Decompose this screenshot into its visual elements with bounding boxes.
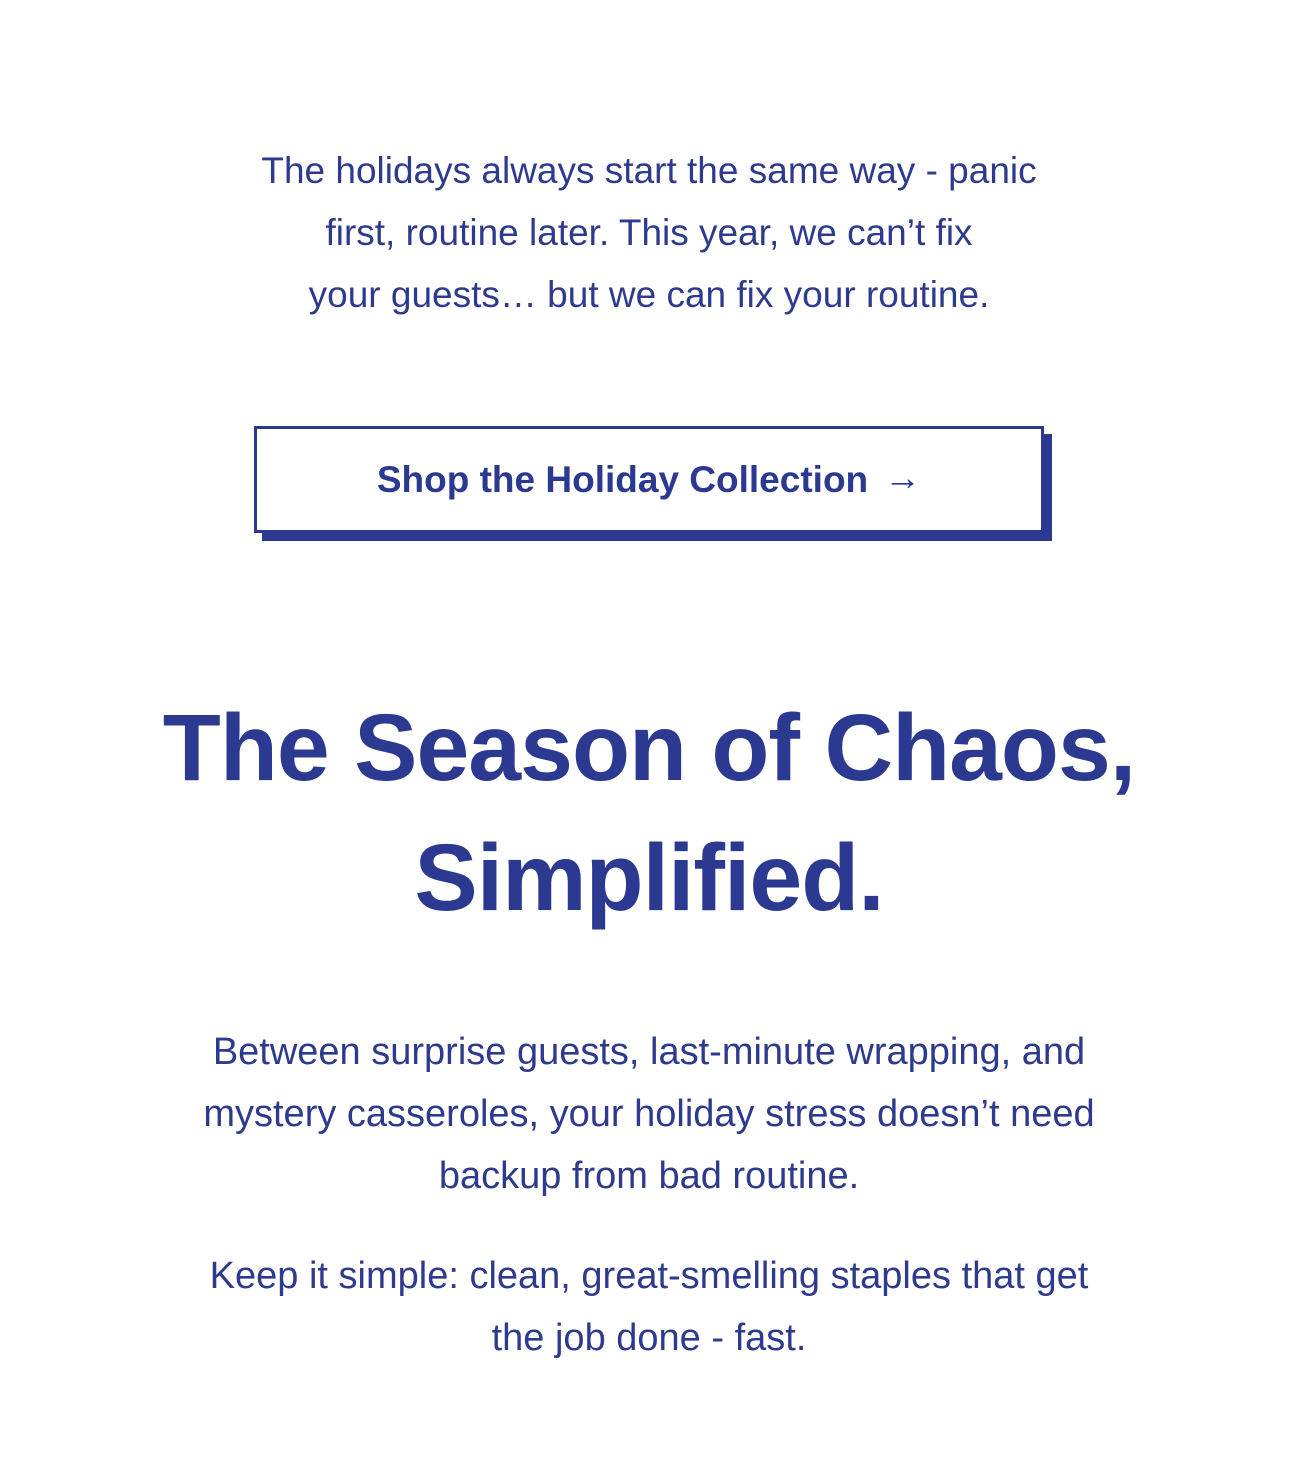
intro-line: The holidays always start the same way - panic xyxy=(261,150,1037,191)
body-line: Between surprise guests, last-minute wrapping, and xyxy=(212,1031,1086,1073)
shop-holiday-collection-button[interactable] xyxy=(254,426,1044,533)
body-line: the job done - fast. xyxy=(491,1317,807,1359)
body-paragraph-1 xyxy=(0,1021,1298,1207)
cta-label: Shop the Holiday Collection xyxy=(376,458,869,500)
headline-line: Simplified. xyxy=(414,825,884,931)
headline-line: The Season of Chaos, xyxy=(162,695,1136,801)
intro-paragraph xyxy=(0,140,1298,326)
page-title xyxy=(0,683,1298,943)
intro-line: first, routine later. This year, we can’t fix xyxy=(325,212,973,253)
body-line: mystery casseroles, your holiday stress doesn’t need xyxy=(203,1093,1095,1135)
arrow-right-icon: → xyxy=(884,456,922,498)
body-line: backup from bad routine. xyxy=(438,1155,860,1197)
body-line: Keep it simple: clean, great-smelling staples that get xyxy=(209,1255,1089,1297)
cta-container xyxy=(0,426,1298,533)
intro-line: your guests… but we can fix your routine. xyxy=(308,274,990,315)
body-paragraph-2 xyxy=(0,1245,1298,1369)
